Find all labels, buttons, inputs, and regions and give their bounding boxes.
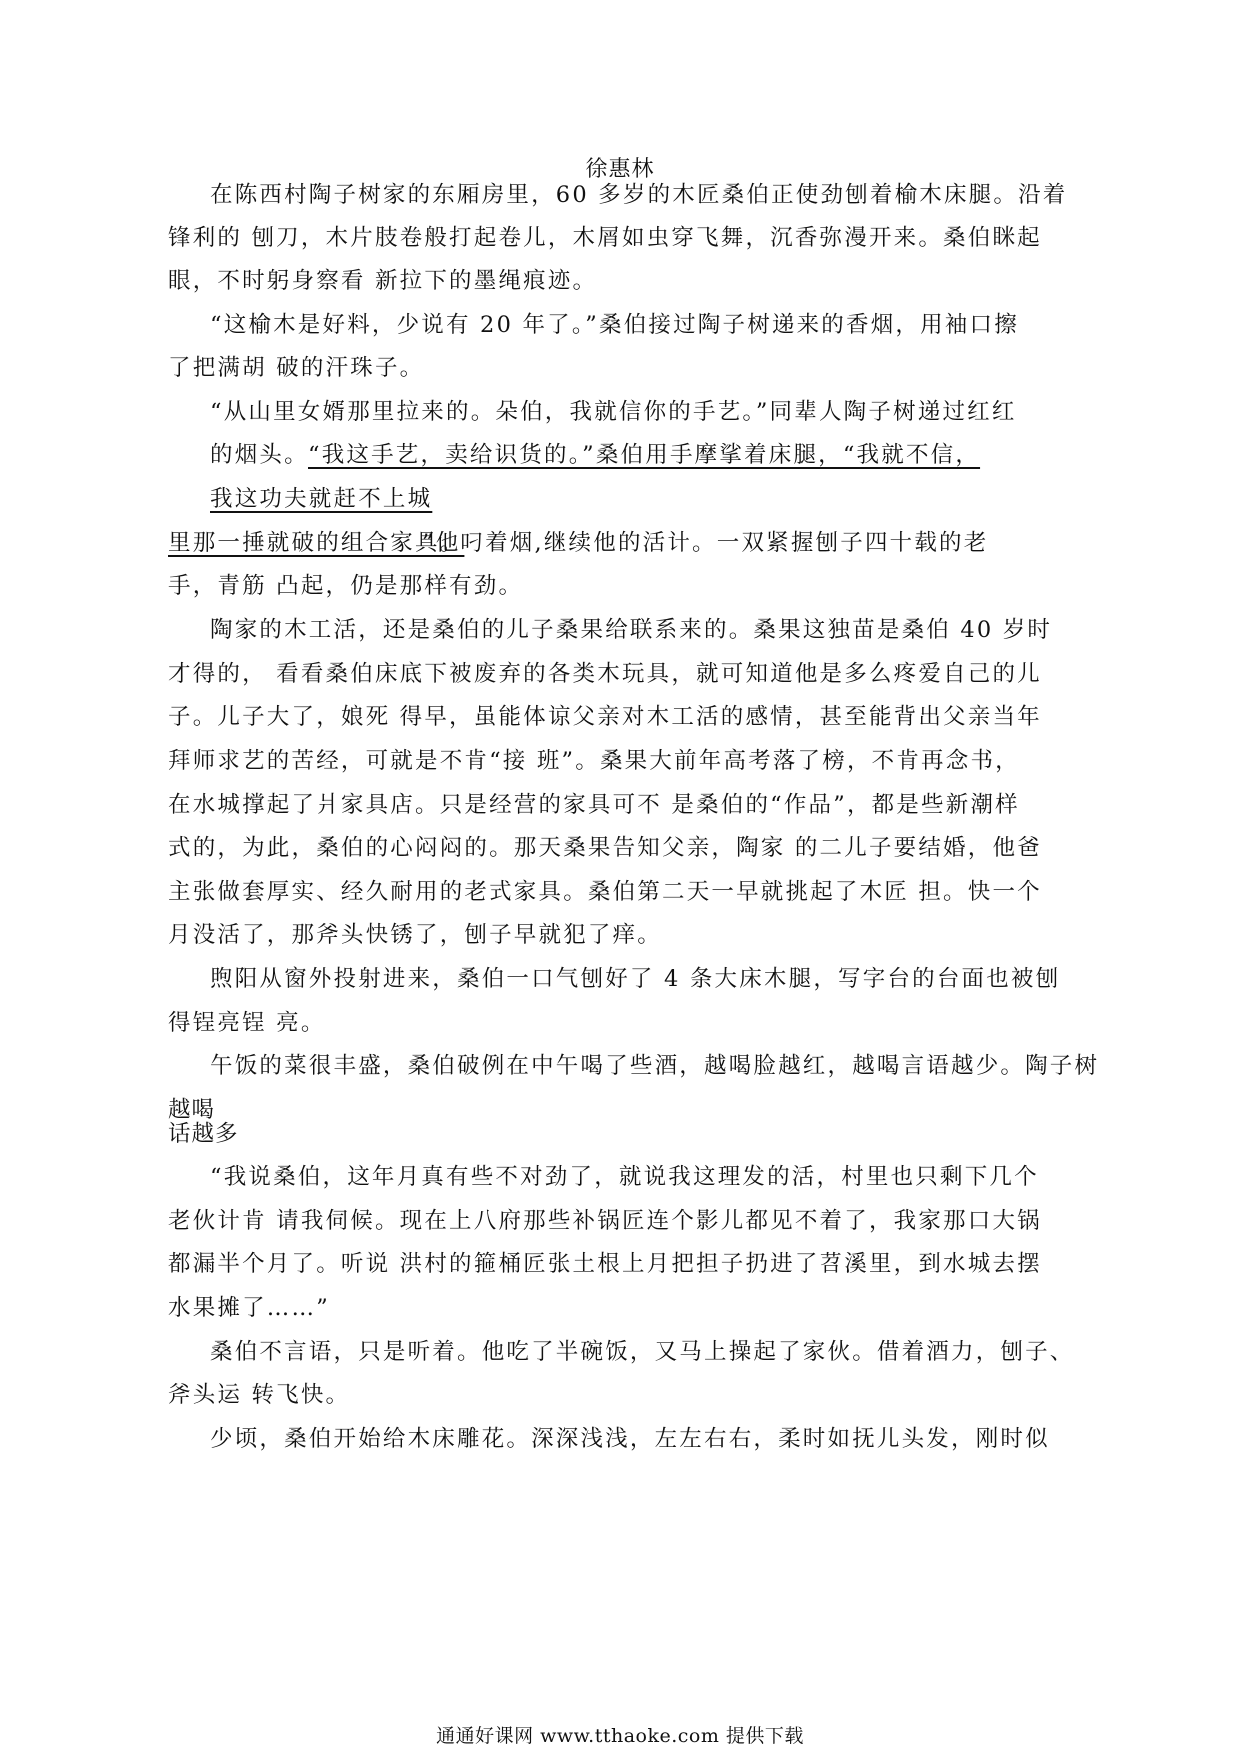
text-line: 拜师求艺的苦经，可就是不肯“接 班”。桑果大前年高考落了榜，不肯再念书， xyxy=(168,748,1020,774)
text-line: 话越多 xyxy=(168,1121,239,1147)
text-line: ”他叼着烟,继续他的活计。一双紧握刨子四十载的老 xyxy=(422,530,989,556)
text-line: 在陈西村陶子树家的东厢房里，60 多岁的木匠桑伯正使劲刨着榆木床腿。沿着 xyxy=(210,182,1068,208)
text-line: 都漏半个月了。听说 洪村的箍桶匠张土根上月把担子扔进了苕溪里，到水城去摆 xyxy=(168,1251,1042,1277)
text-line: “从山里女婿那里拉来的。朵伯，我就信你的手艺。”同辈人陶子树递过红红 xyxy=(210,399,1017,425)
text-line: 才得的， 看看桑伯床底下被废弃的各类木玩具，就可知道他是多么疼爱自己的儿 xyxy=(168,661,1042,687)
underlined-quote: 我这功夫就赶不上城 xyxy=(210,486,433,512)
text-line: 水果摊了……” xyxy=(168,1295,330,1321)
text-line: 斧头运 转飞快。 xyxy=(168,1382,351,1408)
text-line: 式的，为此，桑伯的心闷闷的。那天桑果告知父亲，陶家 的二儿子要结婚，他爸 xyxy=(168,835,1042,861)
text-line: 了把满胡 破的汗珠子。 xyxy=(168,355,425,381)
text-line: 越喝 xyxy=(168,1097,216,1123)
text-line: 手，青筋 凸起，仍是那样有劲。 xyxy=(168,573,524,599)
text-line: 月没活了，那斧头快锈了，刨子早就犯了痒。 xyxy=(168,922,663,948)
text-line: 得锃亮锃 亮。 xyxy=(168,1010,326,1036)
text-line: 主张做套厚实、经久耐用的老式家具。桑伯第二天一早就挑起了木匠 担。快一个 xyxy=(168,879,1042,905)
text-line: “这榆木是好料，少说有 20 年了。”桑伯接过陶子树递来的香烟，用袖口擦 xyxy=(210,312,1019,338)
author-name: 徐惠林 xyxy=(585,157,655,182)
text-line: “我说桑伯，这年月真有些不对劲了，就说我这理发的活，村里也只剩下几个 xyxy=(210,1164,1039,1190)
text-line: 午饭的菜很丰盛，桑伯破例在中午喝了些酒，越喝脸越红，越喝言语越少。陶子树 xyxy=(210,1053,1100,1079)
underlined-quote: 里那一捶就破的组合家具。 xyxy=(168,530,465,556)
text-line: 子。儿子大了，娘死 得早，虽能体谅父亲对木工活的感情，甚至能背出父亲当年 xyxy=(168,704,1042,730)
text-line: 在水城撑起了爿家具店。只是经营的家具可不 是桑伯的“作品”，都是些新潮样 xyxy=(168,792,1020,818)
text-line: 少顷，桑伯开始给木床雕花。深深浅浅，左左右右，柔时如抚儿头发，刚时似 xyxy=(210,1426,1050,1452)
footer-download-notice: 通通好课网 www.tthaoke.com 提供下载 xyxy=(436,1725,804,1747)
text-line: 眼，不时躬身察看 新拉下的墨绳痕迹。 xyxy=(168,268,598,294)
text-line: 煦阳从窗外投射进来，桑伯一口气刨好了 4 条大床木腿，写字台的台面也被刨 xyxy=(210,966,1061,992)
text-line: 锋利的 刨刀，木片肢卷般打起卷儿，木屑如虫穿飞舞，沉香弥漫开来。桑伯眯起 xyxy=(168,225,1042,251)
underlined-quote: “我这手艺，卖给识货的。”桑伯用手摩挲着床腿，“我就不信， xyxy=(308,442,981,468)
text-line: 陶家的木工活，还是桑伯的儿子桑果给联系来的。桑果这独苗是桑伯 40 岁时 xyxy=(210,617,1053,643)
text-line: 老伙计肯 请我伺候。现在上八府那些补锅匠连个影儿都见不着了，我家那口大锅 xyxy=(168,1208,1042,1234)
text-line: 桑伯不言语，只是听着。他吃了半碗饭，又马上操起了家伙。借着酒力，刨子、 xyxy=(210,1339,1075,1365)
text-line: 的烟头。 xyxy=(210,442,309,468)
